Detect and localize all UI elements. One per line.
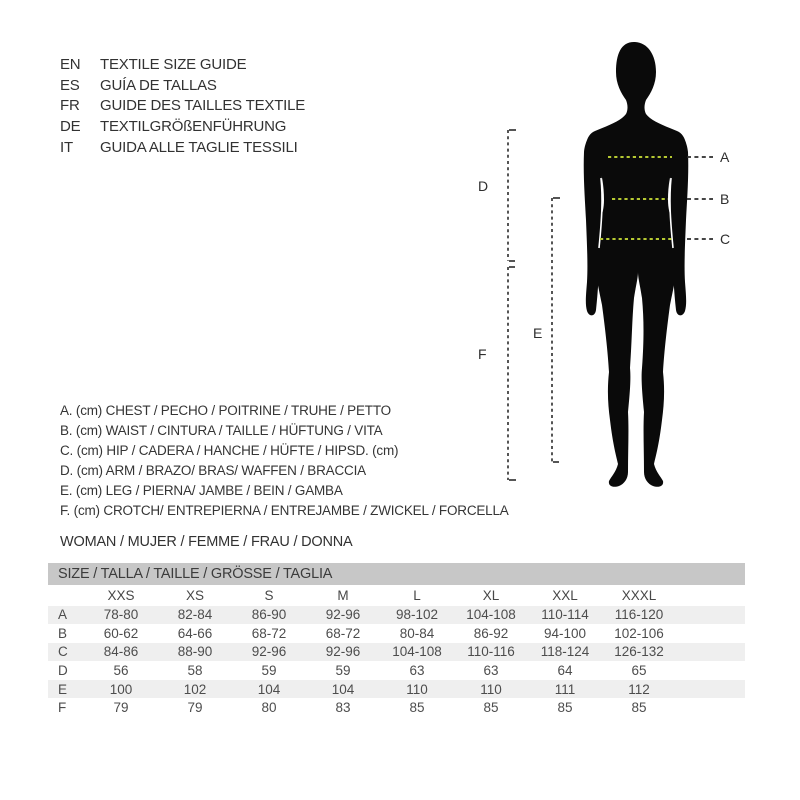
- column-header: XXXL: [621, 587, 657, 603]
- marker-f-label: F: [478, 346, 487, 362]
- cell: 78-80: [103, 607, 139, 623]
- language-title: GUÍA DE TALLAS: [100, 76, 217, 94]
- cell: 118-124: [540, 644, 590, 660]
- row-label: F: [58, 700, 67, 716]
- measurement-legend: [60, 401, 509, 521]
- row-label: E: [58, 681, 68, 697]
- cell: 110: [480, 681, 502, 697]
- crotch-length-bracket: [508, 267, 516, 480]
- cell: 102: [183, 681, 207, 697]
- column-header: XL: [482, 587, 500, 603]
- cell: 111: [554, 681, 576, 697]
- gender-title: WOMAN / MUJER / FEMME / FRAU / DONNA: [60, 534, 353, 550]
- cell: 86-90: [251, 607, 287, 623]
- cell: 63: [409, 663, 425, 679]
- legend-line-chest: A. (cm) CHEST / PECHO / POITRINE / TRUHE / PETTO: [60, 403, 391, 418]
- leg-length-bracket: [552, 198, 560, 462]
- language-code: FR: [60, 97, 80, 115]
- language-row: [60, 96, 305, 117]
- legend-line-waist: B. (cm) WAIST / CINTURA / TAILLE / HÜFTUNG / VITA: [60, 423, 383, 438]
- woman-silhouette: [586, 42, 686, 487]
- cell: 112: [628, 681, 650, 697]
- language-title-list: [60, 54, 305, 158]
- cell: 104-108: [392, 644, 442, 660]
- language-title: TEXTILGRÖßENFÜHRUNG: [100, 118, 287, 136]
- cell: 116-120: [614, 607, 664, 623]
- cell: 86-92: [473, 625, 509, 641]
- cell: 84-86: [103, 644, 139, 660]
- cell: 126-132: [614, 644, 664, 660]
- cell: 79: [187, 700, 203, 716]
- cell: 59: [261, 663, 277, 679]
- size-table: [48, 563, 745, 717]
- cell: 79: [113, 700, 129, 716]
- cell: 85: [557, 700, 573, 716]
- size-table-column-headers: [48, 585, 745, 606]
- legend-line-arm: D. (cm) ARM / BRAZO/ BRAS/ WAFFEN / BRACCIA: [60, 463, 366, 478]
- row-label: D: [58, 663, 68, 679]
- cell: 110-116: [467, 644, 515, 660]
- table-row-arm: [48, 661, 745, 680]
- cell: 59: [335, 663, 351, 679]
- cell: 110: [406, 681, 428, 697]
- cell: 88-90: [177, 644, 213, 660]
- cell: 64-66: [177, 625, 213, 641]
- cell: 92-96: [325, 607, 361, 623]
- language-title: GUIDE DES TAILLES TEXTILE: [100, 97, 306, 115]
- table-row-leg: [48, 680, 745, 699]
- legend-line-hip: C. (cm) HIP / CADERA / HANCHE / HÜFTE / HIPSD. (cm): [60, 443, 399, 458]
- column-header: S: [264, 587, 274, 603]
- language-code: DE: [60, 118, 81, 136]
- cell: 94-100: [543, 625, 587, 641]
- cell: 92-96: [251, 644, 287, 660]
- legend-line-leg: E. (cm) LEG / PIERNA/ JAMBE / BEIN / GAMBA: [60, 483, 343, 498]
- cell: 56: [113, 663, 129, 679]
- table-row-waist: [48, 624, 745, 643]
- cell: 80-84: [399, 625, 435, 641]
- cell: 83: [335, 700, 351, 716]
- table-row-crotch: [48, 698, 745, 717]
- column-header: M: [337, 587, 349, 603]
- cell: 104: [257, 681, 281, 697]
- cell: 102-106: [614, 625, 664, 641]
- cell: 63: [483, 663, 499, 679]
- row-label: A: [58, 607, 68, 623]
- legend-line-crotch: F. (cm) CROTCH/ ENTREPIERNA / ENTREJAMBE / ZWICKEL / FORCELLA: [60, 503, 509, 518]
- cell: 104-108: [466, 607, 516, 623]
- language-code: IT: [60, 139, 73, 157]
- cell: 80: [261, 700, 277, 716]
- arm-length-bracket: [508, 130, 516, 261]
- cell: 68-72: [325, 625, 361, 641]
- language-row: [60, 116, 305, 137]
- language-row: [60, 54, 305, 75]
- cell: 60-62: [103, 625, 139, 641]
- marker-b-label: B: [720, 191, 730, 207]
- size-table-title-bar: SIZE / TALLA / TAILLE / GRÖSSE / TAGLIA: [48, 563, 745, 585]
- marker-e-label: E: [533, 325, 543, 341]
- table-row-hip: [48, 643, 745, 662]
- marker-d-label: D: [478, 178, 489, 194]
- column-header: XXS: [107, 587, 135, 603]
- language-row: [60, 137, 305, 158]
- cell: 92-96: [325, 644, 361, 660]
- cell: 100: [109, 681, 133, 697]
- cell: 85: [409, 700, 425, 716]
- column-header: XXL: [552, 587, 578, 603]
- marker-c-label: C: [720, 231, 731, 247]
- language-code: ES: [60, 76, 80, 94]
- language-title: TEXTILE SIZE GUIDE: [100, 55, 247, 73]
- cell: 110-114: [541, 607, 589, 623]
- language-title: GUIDA ALLE TAGLIE TESSILI: [100, 139, 298, 157]
- row-label: B: [58, 625, 68, 641]
- row-label: C: [58, 644, 68, 660]
- cell: 82-84: [177, 607, 213, 623]
- cell: 64: [557, 663, 573, 679]
- cell: 65: [631, 663, 647, 679]
- marker-a-label: A: [720, 149, 730, 165]
- column-header: L: [413, 587, 421, 603]
- cell: 104: [331, 681, 355, 697]
- cell: 85: [483, 700, 499, 716]
- cell: 68-72: [251, 625, 287, 641]
- cell: 98-102: [395, 607, 439, 623]
- language-row: [60, 75, 305, 96]
- column-header: XS: [185, 587, 204, 603]
- table-row-chest: [48, 606, 745, 625]
- cell: 85: [631, 700, 647, 716]
- language-code: EN: [60, 55, 81, 73]
- cell: 58: [187, 663, 203, 679]
